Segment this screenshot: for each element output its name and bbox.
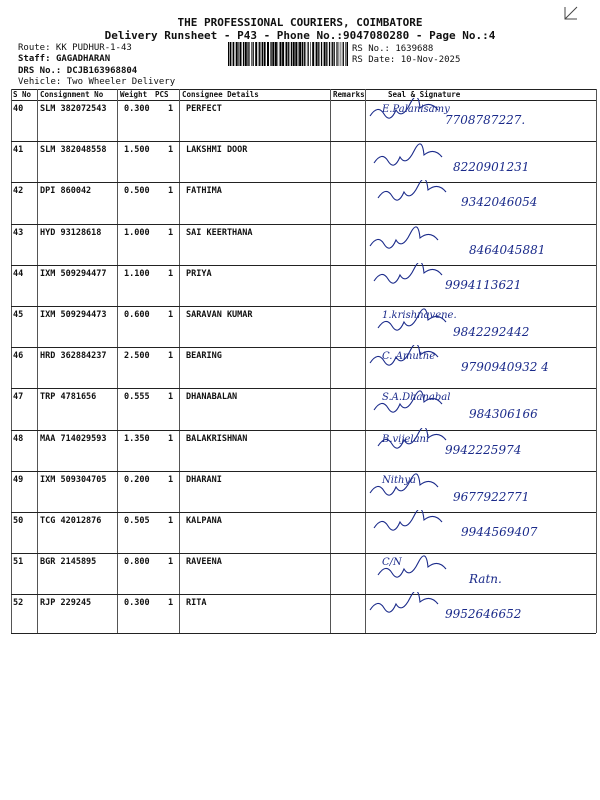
table-column-rule	[117, 89, 118, 633]
rs-number: RS No.: 1639688	[352, 44, 434, 54]
signature-name: C/N	[382, 557, 402, 569]
route-line: Route: KK PUDHUR-1-43	[18, 43, 132, 53]
barcode-bar	[255, 42, 257, 66]
signature-phone: 9342046054	[461, 195, 538, 210]
row-sno: 51	[13, 557, 24, 568]
barcode-bar	[253, 42, 254, 66]
row-consignee: DHARANI	[186, 474, 222, 485]
barcode-bar	[310, 42, 311, 66]
signature-area	[360, 592, 595, 634]
barcode-bar	[264, 42, 266, 66]
barcode-bar	[293, 42, 295, 66]
signature-scribble	[370, 592, 438, 612]
signature-scribble	[370, 226, 438, 247]
barcode-bar	[278, 42, 279, 66]
barcode-bar	[341, 42, 342, 66]
row-pcs: 1	[168, 104, 174, 114]
row-consignment: IXM 509304705	[40, 474, 107, 485]
drs-label: DRS No.:	[18, 66, 62, 76]
rs-date: RS Date: 10-Nov-2025	[352, 55, 461, 65]
barcode-bar	[270, 42, 271, 66]
barcode-bar	[302, 42, 303, 66]
row-weight: 2.500	[124, 351, 150, 362]
row-sno: 43	[13, 227, 24, 238]
signature-area	[360, 263, 595, 305]
col-header-weight: Weight	[120, 90, 148, 99]
row-consignment: TCG 42012876	[40, 516, 102, 526]
staff-value: GAGADHARAN	[55, 54, 111, 64]
barcode-bar	[295, 42, 297, 66]
barcode-bar	[261, 42, 262, 66]
row-weight: 1.000	[124, 227, 150, 238]
drs-value: DCJB163968804	[66, 66, 138, 76]
barcode-bar	[247, 42, 248, 66]
signature-area	[360, 98, 595, 140]
barcode-bar	[304, 42, 305, 66]
row-pcs: 1	[168, 433, 174, 444]
row-pcs: 1	[168, 186, 174, 197]
signature-phone: Ratn.	[469, 572, 502, 587]
row-weight: 1.100	[124, 268, 150, 279]
staff-line	[18, 54, 110, 65]
row-sno: 50	[13, 516, 24, 526]
row-consignment: HRD 362884237	[40, 351, 107, 362]
signature-area	[360, 469, 595, 511]
barcode-bar	[343, 42, 344, 66]
barcode-bar	[336, 42, 337, 66]
table-column-rule	[596, 89, 597, 633]
barcode-bar	[249, 42, 250, 66]
row-consignment: HYD 93128618	[40, 227, 102, 238]
barcode-bar	[238, 42, 239, 66]
barcode-bar	[291, 42, 292, 66]
barcode-bar	[299, 42, 301, 66]
signature-scribble	[374, 510, 442, 530]
signature-area	[360, 386, 595, 428]
signature-phone: 9942225974	[445, 442, 522, 457]
barcode-bar	[232, 42, 233, 66]
row-consignee: BEARING	[186, 351, 222, 362]
barcode-bar	[280, 42, 282, 66]
signature-phone: 984306166	[469, 407, 538, 422]
signature-phone: 9790940932 4	[461, 360, 549, 375]
signature-phone: 7708787227.	[445, 113, 526, 127]
row-consignee: LAKSHMI DOOR	[186, 145, 248, 156]
row-consignee: KALPANA	[186, 516, 222, 526]
table-column-rule	[11, 89, 12, 633]
row-pcs: 1	[168, 598, 174, 609]
row-consignee: SAI KEERTHANA	[186, 227, 253, 238]
row-weight: 1.500	[124, 145, 150, 156]
signature-phone: 9677922771	[453, 489, 530, 504]
row-consignment: RJP 229245	[40, 598, 92, 609]
row-weight: 1.350	[124, 433, 150, 444]
row-consignee: PRIYA	[186, 268, 212, 279]
signature-area	[360, 180, 595, 222]
barcode-bar	[332, 42, 333, 66]
row-sno: 40	[13, 104, 24, 114]
signature-area	[360, 304, 595, 346]
barcode-bar	[347, 42, 349, 66]
barcode-bar	[312, 42, 314, 66]
signature-area	[360, 139, 595, 181]
document-title: THE PROFESSIONAL COURIERS, COIMBATORE	[177, 16, 423, 29]
barcode-bar	[243, 42, 244, 66]
row-weight: 0.300	[124, 104, 150, 114]
col-header-consignment: Consignment No	[40, 90, 104, 99]
col-header-signature: Seal & Signature	[388, 90, 461, 99]
row-consignment: DPI 860042	[40, 186, 92, 197]
barcode	[228, 42, 348, 66]
row-sno: 48	[13, 433, 24, 444]
signature-name: 1.krishnavene.	[382, 310, 457, 321]
signature-phone: 9842292442	[453, 325, 530, 339]
barcode-bar	[329, 42, 330, 66]
signature-name: C. Amuthe	[382, 351, 436, 363]
barcode-bar	[251, 42, 252, 66]
row-sno: 52	[13, 598, 24, 609]
row-sno: 46	[13, 351, 24, 362]
barcode-bar	[245, 42, 247, 66]
row-pcs: 1	[168, 474, 174, 485]
barcode-bar	[321, 42, 322, 66]
row-consignment: BGR 2145895	[40, 557, 97, 568]
row-pcs: 1	[168, 268, 174, 279]
row-pcs: 1	[168, 351, 174, 362]
signature-name: S.A.Dhanabal	[382, 392, 451, 404]
row-consignment: MAA 714029593	[40, 433, 107, 444]
signature-area	[360, 510, 595, 552]
signature-area	[360, 222, 595, 264]
barcode-bar	[262, 42, 263, 66]
barcode-bar	[236, 42, 238, 66]
row-weight: 0.300	[124, 598, 150, 609]
row-weight: 0.800	[124, 557, 150, 568]
barcode-bar	[228, 42, 229, 66]
row-weight: 0.600	[124, 310, 150, 320]
col-header-remarks: Remarks	[333, 90, 365, 99]
signature-name: Nithya	[382, 474, 417, 486]
signature-name: B.vijelani	[382, 433, 430, 445]
row-pcs: 1	[168, 227, 174, 238]
barcode-bar	[298, 42, 299, 66]
signature-scribble	[374, 144, 442, 165]
signature-scribble	[378, 180, 446, 200]
row-pcs: 1	[168, 516, 174, 526]
row-consignee: BALAKRISHNAN	[186, 433, 248, 444]
barcode-bar	[267, 42, 269, 66]
barcode-bar	[318, 42, 319, 66]
signature-phone: 8464045881	[469, 242, 546, 257]
row-consignment: SLM 382048558	[40, 145, 107, 156]
barcode-bar	[233, 42, 234, 66]
barcode-bar	[337, 42, 338, 66]
row-consignment: TRP 4781656	[40, 392, 97, 403]
row-consignee: FATHIMA	[186, 186, 222, 197]
barcode-bar	[324, 42, 326, 66]
barcode-bar	[339, 42, 340, 66]
row-pcs: 1	[168, 145, 174, 156]
signature-phone: 9994113621	[445, 277, 522, 292]
drs-line	[18, 66, 137, 77]
barcode-bar	[345, 42, 346, 66]
barcode-bar	[259, 42, 260, 66]
page-corner-icon	[564, 6, 578, 20]
row-pcs: 1	[168, 310, 174, 320]
signature-phone: 9944569407	[461, 525, 538, 539]
row-weight: 0.555	[124, 392, 150, 403]
signature-area	[360, 428, 595, 470]
signature-scribble	[374, 263, 442, 283]
signature-phone: 9952646652	[445, 607, 522, 622]
row-consignment: SLM 382072543	[40, 104, 107, 114]
document-subtitle: Delivery Runsheet - P43 - Phone No.:9047080280 - Page No.:4	[104, 29, 496, 42]
barcode-bar	[230, 42, 231, 66]
signature-phone: 8220901231	[453, 160, 530, 175]
barcode-bar	[272, 42, 274, 66]
barcode-bar	[326, 42, 327, 66]
row-weight: 0.200	[124, 474, 150, 485]
barcode-bar	[334, 42, 335, 66]
row-sno: 41	[13, 145, 24, 156]
col-header-sno: S No	[13, 90, 32, 99]
row-sno: 45	[13, 310, 24, 320]
row-weight: 0.505	[124, 516, 150, 526]
signature-area	[360, 551, 595, 593]
barcode-bar	[316, 42, 318, 66]
row-consignee: RAVEENA	[186, 557, 222, 568]
barcode-bar	[288, 42, 289, 66]
row-consignment: IXM 509294473	[40, 310, 107, 320]
row-pcs: 1	[168, 392, 174, 403]
row-pcs: 1	[168, 557, 174, 568]
row-sno: 44	[13, 268, 24, 279]
row-consignee: PERFECT	[186, 104, 222, 114]
row-sno: 42	[13, 186, 24, 197]
signature-area	[360, 345, 595, 387]
row-sno: 47	[13, 392, 24, 403]
vehicle-line: Vehicle: Two Wheeler Delivery	[18, 77, 176, 87]
barcode-bar	[240, 42, 242, 66]
row-consignee: DHANABALAN	[186, 392, 238, 403]
table-column-rule	[179, 89, 180, 633]
barcode-bar	[308, 42, 309, 66]
col-header-pcs: PCS	[155, 90, 169, 99]
row-consignment: IXM 509294477	[40, 268, 107, 279]
row-consignee: SARAVAN KUMAR	[186, 310, 253, 320]
staff-label: Staff:	[18, 54, 51, 64]
signature-name: E.Palanisamy	[382, 104, 450, 115]
row-weight: 0.500	[124, 186, 150, 197]
barcode-bar	[286, 42, 288, 66]
table-column-rule	[37, 89, 38, 633]
barcode-bar	[275, 42, 277, 66]
barcode-bar	[282, 42, 284, 66]
row-consignee: RITA	[186, 598, 207, 609]
row-sno: 49	[13, 474, 24, 485]
col-header-consignee: Consignee Details	[182, 90, 259, 99]
barcode-bar	[306, 42, 307, 66]
table-column-rule	[330, 89, 331, 633]
